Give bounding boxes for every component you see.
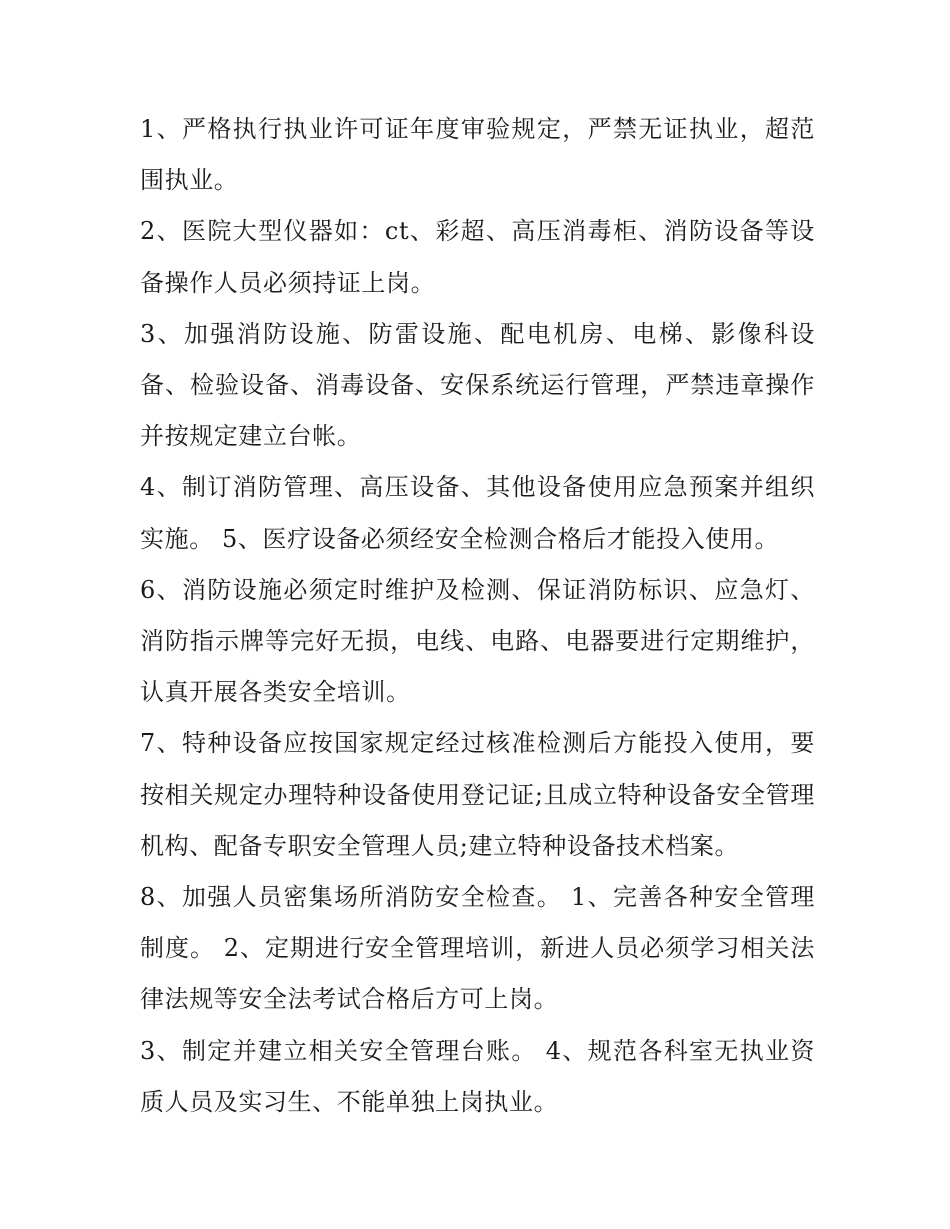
paragraph-7: 8、加强人员密集场所消防安全检查。 1、完善各种安全管理制度。 2、定期进行安全管理培训，新进人员必须学习相关法律法规等安全法考试合格后方可上岗。: [140, 883, 815, 1014]
paragraph-1: 1、严格执行执业许可证年度审验规定，严禁无证执业，超范围执业。: [140, 115, 815, 195]
paragraph-5: 6、消防设施必须定时维护及检测、保证消防标识、应急灯、消防指示牌等完好无损，电线、电路、电器要进行定期维护，认真开展各类安全培训。: [140, 575, 815, 707]
document-body: [140, 104, 815, 1128]
paragraph-6: 7、特种设备应按国家规定经过核准检测后方能投入使用，要按相关规定办理特种设备使用登记证;且成立特种设备安全管理机构、配备专职安全管理人员;建立特种设备技术档案。: [140, 729, 815, 860]
paragraph-3: 3、加强消防设施、防雷设施、配电机房、电梯、影像科设备、检验设备、消毒设备、安保系统运行管理，严禁违章操作并按规定建立台帐。: [140, 319, 815, 451]
paragraph-4: 4、制订消防管理、高压设备、其他设备使用应急预案并组织实施。 5、医疗设备必须经安全检测合格后才能投入使用。: [140, 473, 815, 553]
paragraph-8: 3、制定并建立相关安全管理台账。 4、规范各科室无执业资质人员及实习生、不能单独上岗执业。: [140, 1036, 815, 1116]
paragraph-2: 2、医院大型仪器如：ct、彩超、高压消毒柜、消防设备等设备操作人员必须持证上岗。: [140, 217, 815, 297]
